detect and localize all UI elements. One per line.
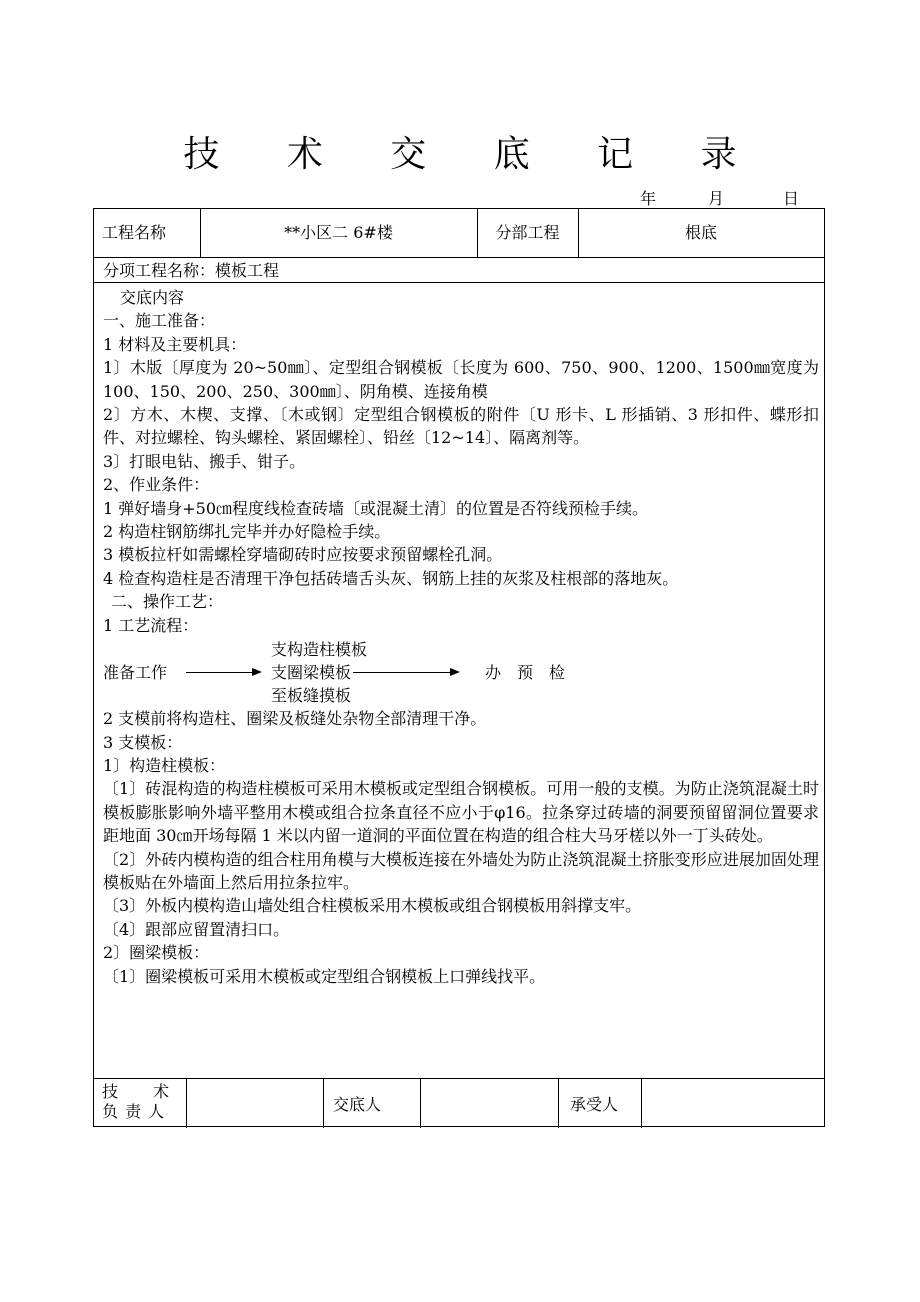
col-divider (420, 1078, 421, 1128)
receiver-label: 承受人 (570, 1095, 619, 1114)
tech-lead-label-line2: 负 责 人 (102, 1102, 166, 1121)
arrow-right-icon (353, 672, 458, 673)
paragraph: 2〕圈梁模板： (103, 943, 210, 963)
flow-step: 支圈梁模板 (271, 663, 352, 683)
discloser-label: 交底人 (333, 1095, 382, 1114)
paragraph: 〔3〕外板内模构造山墙处组合柱模板采用木模板或组合钢模板用斜撑支牢。 (103, 896, 642, 916)
paragraph: 1 弹好墙身+50㎝程度线检查砖墙〔或混凝土清〕的位置是否符线预检手续。 (103, 498, 649, 518)
col-divider (323, 1078, 324, 1128)
flow-end: 办 预 检 (485, 663, 566, 683)
row-divider (94, 1078, 824, 1079)
section-title: 一、施工准备： (103, 311, 216, 331)
col-divider (186, 1078, 187, 1128)
paragraph: 〔1〕圈梁模板可采用木模板或定型组合钢模板上口弹线找平。 (103, 966, 546, 986)
col-divider (641, 1078, 642, 1128)
flow-step: 支构造柱模板 (271, 640, 368, 660)
paragraph: 1 工艺流程： (103, 615, 199, 635)
row-divider (94, 257, 824, 258)
paragraph: 4 检查构造柱是否清理干净包括砖墙舌头灰、钢筋上挂的灰浆及柱根部的落地灰。 (103, 568, 679, 588)
paragraph: 3 模板拉杆如需螺栓穿墙砌砖时应按要求预留螺栓孔洞。 (103, 545, 503, 565)
date-month-label: 月 (708, 189, 725, 208)
disclosure-content (103, 286, 819, 988)
paragraph: 1 材料及主要机具： (103, 334, 247, 354)
document-title: 技 术 交 底 记 录 (183, 134, 765, 175)
date-day-label: 日 (783, 189, 800, 208)
paragraph: 2〕方木、木楔、支撑、〔木或钢〕定型组合钢模板的附件〔U 形卡、L 形插销、3 形扣件、蝶形扣件、对拉螺栓、钩头螺栓、紧固螺栓〕、铅丝〔12~14〕、隔离剂等。 (103, 405, 819, 448)
division-label: 分部工程 (495, 223, 560, 242)
tech-lead-label (102, 1082, 182, 1122)
col-divider (558, 1078, 559, 1128)
arrow-right-icon (186, 672, 260, 673)
paragraph: 1〕构造柱模板： (103, 755, 226, 775)
subitem-name: 分项工程名称：模板工程 (103, 261, 280, 280)
flow-start: 准备工作 (103, 663, 168, 683)
paragraph: 2 支模前将构造柱、圈梁及板缝处杂物全部清理干净。 (103, 709, 487, 729)
paragraph: 2 构造柱钢筋绑扎完毕并办好隐检手续。 (103, 522, 391, 542)
disclosure-table (93, 208, 825, 1127)
row-divider (94, 282, 824, 283)
project-name-value: **小区二 6#楼 (284, 223, 393, 242)
division-value: 根底 (684, 223, 717, 242)
tech-lead-label-line1: 技 术 (102, 1082, 171, 1101)
date-year-label: 年 (640, 189, 657, 208)
paragraph: 3 支模板： (103, 732, 183, 752)
flow-step: 至板缝摸板 (271, 686, 352, 706)
paragraph: 2、作业条件： (103, 475, 210, 495)
project-name-label: 工程名称 (102, 223, 167, 242)
paragraph: 〔4〕跟部应留置清扫口。 (103, 919, 290, 939)
paragraph: 〔1〕砖混构造的构造柱模板可采用木模板或定型组合钢模板。可用一般的支模。为防止浇筑混凝土时模板膨胀影响外墙平整用木模或组合拉条直径不应小于φ16。拉条穿过砖墙的洞要预留留洞位置要求距地面 30㎝开场每隔 1 米以内留一道洞的平面位置在构造的组合柱大马牙槎以外一丁头砖处。 (103, 779, 819, 846)
paragraph: 1〕木版〔厚度为 20~50㎜〕、定型组合钢模板〔长度为 600、750、900、1200、1500㎜宽度为 100、150、200、250、300㎜〕、阴角模、连接角模 (103, 358, 819, 401)
content-heading: 交底内容 (120, 288, 185, 307)
paragraph: 〔2〕外砖内模构造的组合柱用角模与大模板连接在外墙处为防止浇筑混凝土挤胀变形应进展加固处理模板贴在外墙面上然后用拉条拉牢。 (103, 849, 819, 892)
process-flow (103, 637, 819, 707)
paragraph: 3〕打眼电钻、搬手、钳子。 (103, 451, 306, 471)
section-title: 二、操作工艺： (111, 592, 224, 612)
